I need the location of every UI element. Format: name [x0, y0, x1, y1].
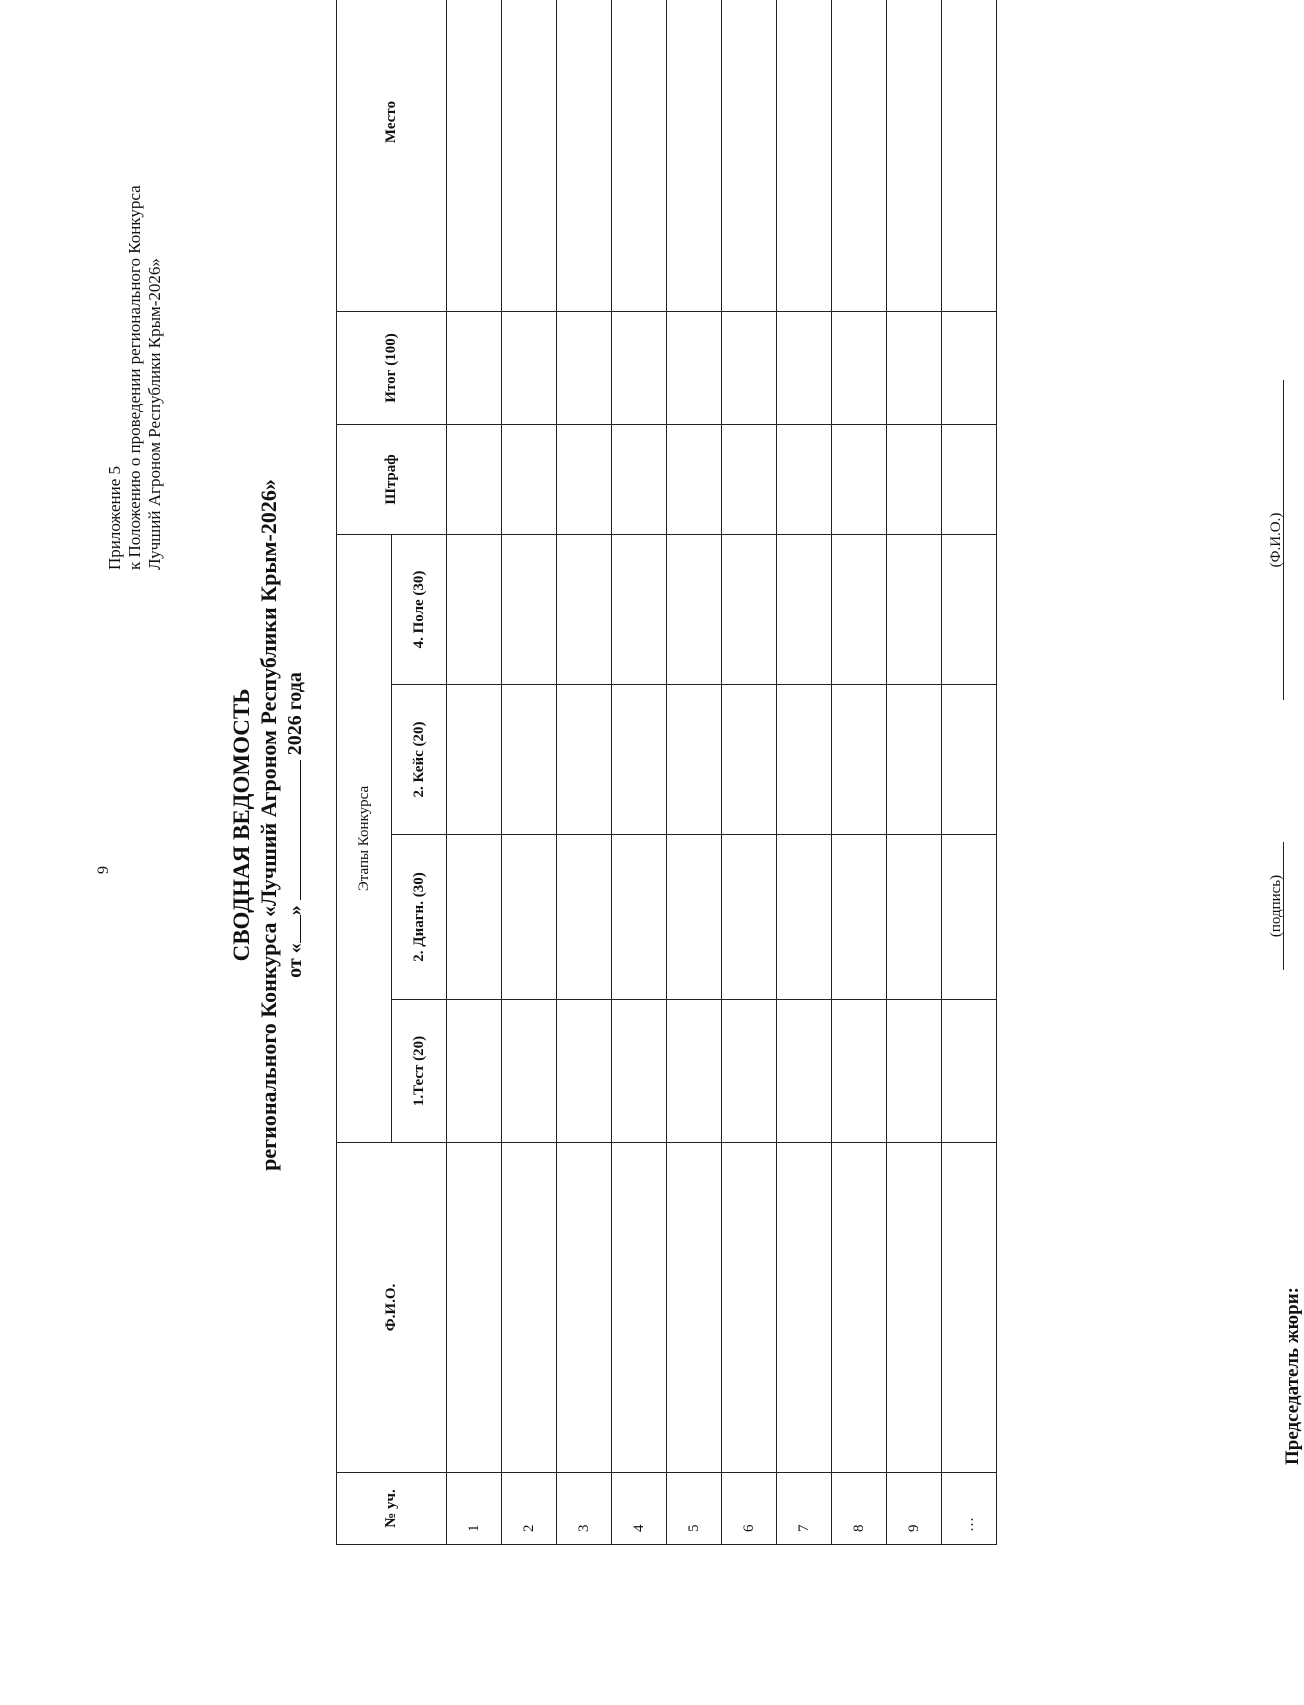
stage-case-cell[interactable] [887, 685, 942, 835]
header-row-1 [337, 0, 392, 1545]
place-cell[interactable] [887, 0, 942, 311]
table-row [447, 0, 502, 1545]
full-name-cell[interactable] [612, 1143, 667, 1473]
stage-diagnostics-cell[interactable] [832, 835, 887, 1000]
appendix-line-1: Приложение 5 [105, 466, 124, 570]
stage-field-cell[interactable] [942, 534, 997, 684]
signature-caption: (подпись) [1268, 874, 1284, 938]
penalty-cell[interactable] [557, 424, 612, 534]
stage-field-cell[interactable] [612, 534, 667, 684]
table-row [502, 0, 557, 1545]
full-name-cell[interactable] [777, 1143, 832, 1473]
place-cell[interactable] [667, 0, 722, 311]
header-total: Итог (100) [337, 311, 447, 424]
stage-case-cell[interactable] [502, 685, 557, 835]
stage-test-cell[interactable] [502, 1000, 557, 1143]
header-stage-test: 1.Тест (20) [392, 1000, 447, 1143]
total-cell[interactable] [887, 311, 942, 424]
stage-case-cell[interactable] [667, 685, 722, 835]
table-row [722, 0, 777, 1545]
table-row [887, 0, 942, 1545]
stage-diagnostics-cell[interactable] [777, 835, 832, 1000]
header-stage-diagnostics: 2. Диагн. (30) [392, 835, 447, 1000]
header-stage-field: 4. Поле (30) [392, 534, 447, 684]
stage-case-cell[interactable] [722, 685, 777, 835]
participant-number-cell: 8 [832, 1473, 887, 1545]
header-penalty: Штраф [337, 424, 447, 534]
document-title: СВОДНАЯ ВЕДОМОСТЬ [229, 688, 254, 962]
stage-test-cell[interactable] [777, 1000, 832, 1143]
date-mid: » [284, 905, 306, 916]
stage-test-cell[interactable] [557, 1000, 612, 1143]
penalty-cell[interactable] [447, 424, 502, 534]
participant-number-cell: 7 [777, 1473, 832, 1545]
header-place: Место [337, 0, 447, 311]
appendix-line-2: к Положению о проведении регионального Конкурса [125, 185, 144, 570]
month-blank [300, 760, 301, 900]
penalty-cell[interactable] [777, 424, 832, 534]
date-prefix: от « [284, 943, 306, 978]
header-stages-group: Этапы Конкурса [337, 534, 392, 1142]
stage-field-cell[interactable] [777, 534, 832, 684]
stage-test-cell[interactable] [942, 1000, 997, 1143]
stage-diagnostics-cell[interactable] [612, 835, 667, 1000]
stage-test-cell[interactable] [832, 1000, 887, 1143]
place-cell[interactable] [942, 0, 997, 311]
stage-case-cell[interactable] [777, 685, 832, 835]
full-name-cell[interactable] [887, 1143, 942, 1473]
full-name-cell[interactable] [502, 1143, 557, 1473]
summary-table [336, 0, 997, 1545]
table-row [832, 0, 887, 1545]
stage-diagnostics-cell[interactable] [722, 835, 777, 1000]
total-cell[interactable] [447, 311, 502, 424]
participant-number-cell: … [942, 1473, 997, 1545]
place-cell[interactable] [832, 0, 887, 311]
stage-test-cell[interactable] [887, 1000, 942, 1143]
appendix-line-3: Лучший Агроном Республики Крым-2026» [145, 258, 164, 570]
header-participant-number: № уч. [337, 1473, 447, 1545]
stage-field-cell[interactable] [667, 534, 722, 684]
table-body [447, 0, 997, 1545]
full-name-cell[interactable] [942, 1143, 997, 1473]
stage-field-cell[interactable] [447, 534, 502, 684]
header-stage-case: 2. Кейс (20) [392, 685, 447, 835]
penalty-cell[interactable] [942, 424, 997, 534]
participant-number-cell: 6 [722, 1473, 777, 1545]
stage-case-cell[interactable] [942, 685, 997, 835]
participant-number-cell: 1 [447, 1473, 502, 1545]
stage-diagnostics-cell[interactable] [557, 835, 612, 1000]
day-blank [300, 915, 301, 943]
table-row [612, 0, 667, 1545]
stage-test-cell[interactable] [447, 1000, 502, 1143]
stage-case-cell[interactable] [557, 685, 612, 835]
penalty-cell[interactable] [887, 424, 942, 534]
stage-diagnostics-cell[interactable] [502, 835, 557, 1000]
document-header [228, 195, 308, 1455]
total-cell[interactable] [832, 311, 887, 424]
full-name-cell[interactable] [447, 1143, 502, 1473]
stage-field-cell[interactable] [887, 534, 942, 684]
participant-number-cell: 3 [557, 1473, 612, 1545]
full-name-cell[interactable] [557, 1143, 612, 1473]
name-caption: (Ф.И.О.) [1268, 512, 1284, 568]
penalty-cell[interactable] [832, 424, 887, 534]
stage-diagnostics-cell[interactable] [942, 835, 997, 1000]
place-cell[interactable] [502, 0, 557, 311]
stage-diagnostics-cell[interactable] [667, 835, 722, 1000]
place-cell[interactable] [612, 0, 667, 311]
stage-field-cell[interactable] [832, 534, 887, 684]
full-name-cell[interactable] [722, 1143, 777, 1473]
table-row [942, 0, 997, 1545]
total-cell[interactable] [557, 311, 612, 424]
participant-number-cell: 5 [667, 1473, 722, 1545]
appendix-note [105, 50, 165, 570]
penalty-cell[interactable] [722, 424, 777, 534]
stage-case-cell[interactable] [447, 685, 502, 835]
stage-test-cell[interactable] [722, 1000, 777, 1143]
document-subtitle: регионального Конкурса «Лучший Агроном Республики Крым-2026» [256, 479, 281, 1171]
place-cell[interactable] [722, 0, 777, 311]
jury-chair-label: Председатель жюри: [1282, 1287, 1303, 1465]
total-cell[interactable] [612, 311, 667, 424]
total-cell[interactable] [667, 311, 722, 424]
stage-field-cell[interactable] [722, 534, 777, 684]
participant-number-cell: 4 [612, 1473, 667, 1545]
total-cell[interactable] [942, 311, 997, 424]
stage-field-cell[interactable] [502, 534, 557, 684]
table-row [557, 0, 612, 1545]
penalty-cell[interactable] [667, 424, 722, 534]
place-cell[interactable] [777, 0, 832, 311]
table-row [667, 0, 722, 1545]
table-row [777, 0, 832, 1545]
participant-number-cell: 2 [502, 1473, 557, 1545]
total-cell[interactable] [502, 311, 557, 424]
signature-footer [1000, 0, 1303, 1705]
stage-field-cell[interactable] [557, 534, 612, 684]
page-number: 9 [95, 866, 112, 874]
stage-test-cell[interactable] [667, 1000, 722, 1143]
total-cell[interactable] [722, 311, 777, 424]
penalty-cell[interactable] [502, 424, 557, 534]
place-cell[interactable] [447, 0, 502, 311]
stage-test-cell[interactable] [612, 1000, 667, 1143]
place-cell[interactable] [557, 0, 612, 311]
stage-case-cell[interactable] [832, 685, 887, 835]
full-name-cell[interactable] [667, 1143, 722, 1473]
full-name-cell[interactable] [832, 1143, 887, 1473]
date-suffix: 2026 года [284, 672, 306, 756]
penalty-cell[interactable] [612, 424, 667, 534]
stage-diagnostics-cell[interactable] [887, 835, 942, 1000]
date-line [282, 195, 308, 1455]
stage-case-cell[interactable] [612, 685, 667, 835]
total-cell[interactable] [777, 311, 832, 424]
header-full-name: Ф.И.О. [337, 1143, 447, 1473]
stage-diagnostics-cell[interactable] [447, 835, 502, 1000]
participant-number-cell: 9 [887, 1473, 942, 1545]
